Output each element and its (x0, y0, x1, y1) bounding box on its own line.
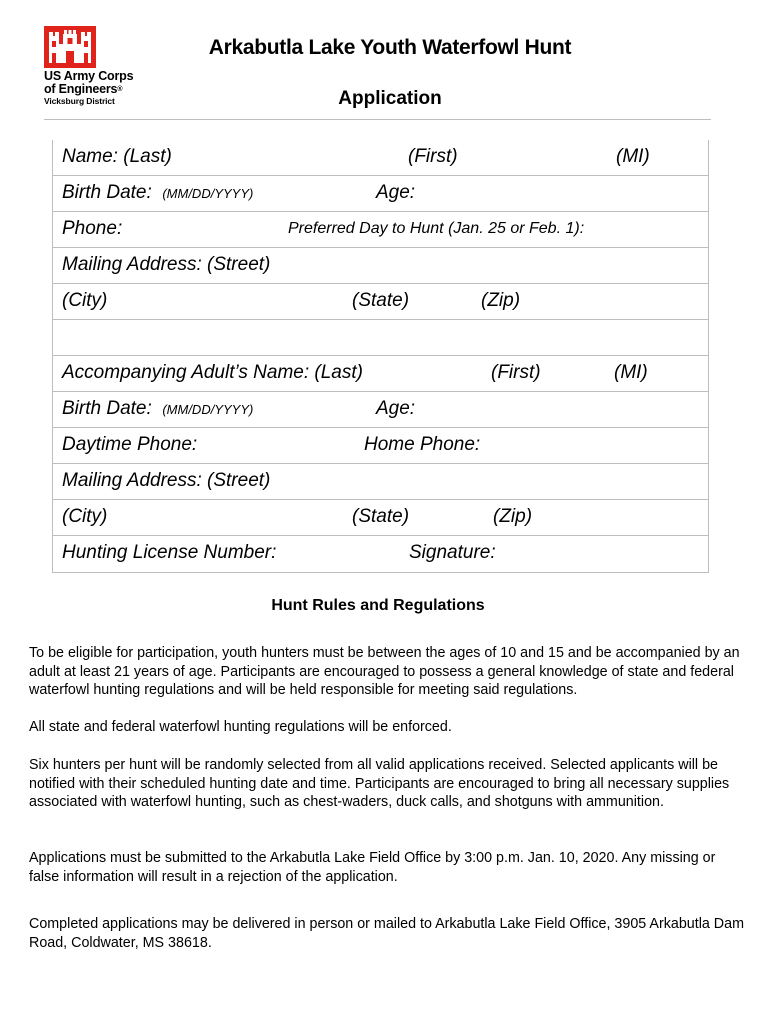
adult-age-field[interactable]: Age: (376, 398, 416, 419)
adult-street-field[interactable]: Mailing Address: (Street) (62, 470, 271, 491)
adult-name-last-field[interactable]: Accompanying Adult’s Name: (Last) (62, 362, 363, 383)
document-subtitle: Application (338, 88, 442, 109)
youth-birth-date-field[interactable] (62, 182, 253, 204)
form-row-youth-street (53, 248, 708, 284)
adult-state-field[interactable]: (State) (352, 506, 410, 527)
youth-zip-field[interactable]: (Zip) (481, 290, 521, 311)
logo-line-1: US Army Corps (44, 69, 134, 83)
birth-date-format: (MM/DD/YYYY) (162, 402, 254, 417)
adult-name-first-field[interactable]: (First) (491, 362, 541, 383)
signature-field[interactable]: Signature: (409, 542, 496, 563)
rules-paragraph-selection: Six hunters per hunt will be randomly selected from all valid applications received. Selected applicants will be notified with their scheduled hunting date and time. Participants are encouraged to bring all necessary supplies associated with waterfowl hunting, such as chest-waders, duck calls, and shotguns with ammunition. (29, 757, 730, 810)
logo-line-2: of Engineers (44, 82, 118, 96)
adult-daytime-phone-field[interactable]: Daytime Phone: (62, 434, 198, 455)
birth-date-format: (MM/DD/YYYY) (162, 186, 254, 201)
form-row-adult-street (53, 464, 708, 500)
form-row-adult-birth (53, 392, 708, 428)
castle-icon (48, 30, 92, 64)
youth-phone-field[interactable]: Phone: (62, 218, 123, 239)
form-row-license (53, 536, 708, 572)
youth-name-mi-field[interactable]: (MI) (616, 146, 650, 167)
rules-paragraph-deadline: Applications must be submitted to the Arkabutla Lake Field Office by 3:00 p.m. Jan. 10, 2020. Any missing or false information will result in a rejection of the application. (29, 850, 716, 885)
document-title: Arkabutla Lake Youth Waterfowl Hunt (208, 36, 572, 59)
logo-line-3: Vicksburg District (44, 96, 115, 106)
form-row-youth-city (53, 284, 708, 320)
birth-date-label: Birth Date: (62, 182, 152, 203)
rules-paragraph-eligibility: To be eligible for participation, youth hunters must be between the ages of 10 and 15 and be accompanied by an adult at least 21 years of age. Participants are encouraged to possess a general knowledge of state and federal waterfowl hunting regulations and will be held responsible for meeting said regulations. (29, 645, 740, 698)
usace-logo (44, 26, 154, 106)
youth-state-field[interactable]: (State) (352, 290, 410, 311)
youth-age-field[interactable]: Age: (376, 182, 416, 203)
form-row-spacer (53, 320, 708, 356)
application-form (52, 140, 709, 573)
rules-paragraph-delivery: Completed applications may be delivered in person or mailed to Arkabutla Lake Field Office, 3905 Arkabutla Dam Road, Coldwater, MS 38618. (29, 916, 744, 951)
adult-name-mi-field[interactable]: (MI) (614, 362, 648, 383)
adult-city-field[interactable]: (City) (62, 506, 108, 527)
form-row-youth-phone (53, 212, 708, 248)
header-divider (44, 119, 711, 120)
adult-home-phone-field[interactable]: Home Phone: (364, 434, 481, 455)
adult-zip-field[interactable]: (Zip) (493, 506, 533, 527)
form-row-youth-birth (53, 176, 708, 212)
form-row-adult-phone (53, 428, 708, 464)
birth-date-label: Birth Date: (62, 398, 152, 419)
form-row-adult-city (53, 500, 708, 536)
youth-name-last-field[interactable]: Name: (Last) (62, 146, 172, 167)
preferred-day-field[interactable]: Preferred Day to Hunt (Jan. 25 or Feb. 1): (288, 220, 585, 237)
registered-mark: ® (117, 86, 123, 93)
form-row-youth-name (53, 140, 708, 176)
rules-paragraph-enforcement: All state and federal waterfowl hunting regulations will be enforced. (29, 719, 452, 735)
adult-birth-date-field[interactable] (62, 398, 253, 420)
youth-street-field[interactable]: Mailing Address: (Street) (62, 254, 271, 275)
hunting-license-field[interactable]: Hunting License Number: (62, 542, 277, 563)
youth-name-first-field[interactable]: (First) (408, 146, 458, 167)
form-row-adult-name (53, 356, 708, 392)
youth-city-field[interactable]: (City) (62, 290, 108, 311)
castle-logo-box (44, 26, 96, 68)
rules-heading: Hunt Rules and Regulations (271, 597, 485, 614)
